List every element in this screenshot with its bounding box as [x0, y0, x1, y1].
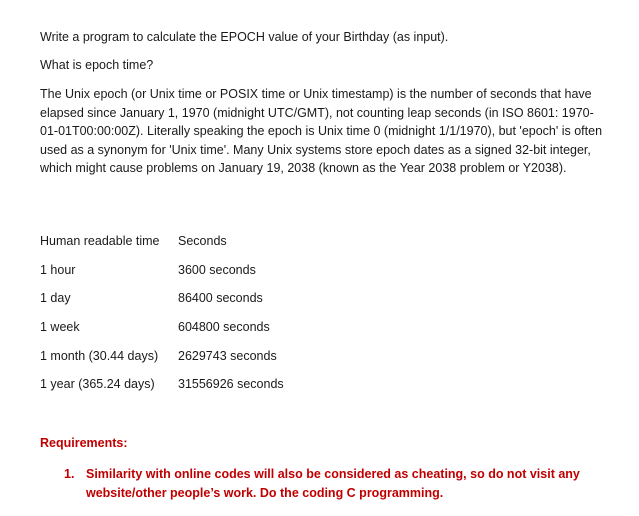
table-row [40, 291, 378, 320]
epoch-conversion-table [40, 234, 378, 406]
cell-seconds: 3600 seconds [178, 262, 256, 277]
table-row [40, 377, 378, 406]
intro-paragraph: Write a program to calculate the EPOCH value of your Birthday (as input). [40, 30, 449, 44]
table-row [40, 349, 378, 378]
question-heading: What is epoch time? [40, 58, 154, 72]
table-row [40, 263, 378, 292]
cell-seconds: 31556926 seconds [178, 377, 284, 392]
epoch-description: The Unix epoch (or Unix time or POSIX time or Unix timestamp) is the number of seconds that have elapsed since January 1, 1970 (midnight UTC/GMT), not counting leap seconds (in ISO 8601: 1970-01-01T00:00:00Z). Literally speaking the epoch is Unix time 0 (midnight 1/1/1970), but 'epoch' is often used as a synonym for 'Unix time'. Many Unix systems store epoch dates as a signed 32-bit integer, which might cause problems on January 19, 2038 (known as the Year 2038 problem or Y2038). [40, 87, 603, 176]
cell-seconds: 2629743 seconds [178, 348, 277, 363]
requirement-item [64, 465, 584, 502]
requirement-number: 1. [64, 467, 75, 481]
cell-seconds: 86400 seconds [178, 291, 263, 306]
requirement-text: Similarity with online codes will also be considered as cheating, so do not visit any website/other people’s work. Do the coding C programming. [86, 467, 580, 500]
cell-human-time: 1 hour [40, 262, 76, 277]
table-row [40, 320, 378, 349]
cell-human-time: 1 week [40, 320, 80, 335]
column-header-human-readable: Human readable time [40, 234, 160, 248]
cell-human-time: 1 day [40, 291, 71, 306]
cell-human-time: 1 year (365.24 days) [40, 377, 155, 392]
cell-human-time: 1 month (30.44 days) [40, 348, 159, 363]
requirements-heading: Requirements: [40, 436, 128, 450]
cell-seconds: 604800 seconds [178, 320, 270, 335]
table-header-row [40, 234, 378, 263]
column-header-seconds: Seconds [178, 234, 227, 248]
